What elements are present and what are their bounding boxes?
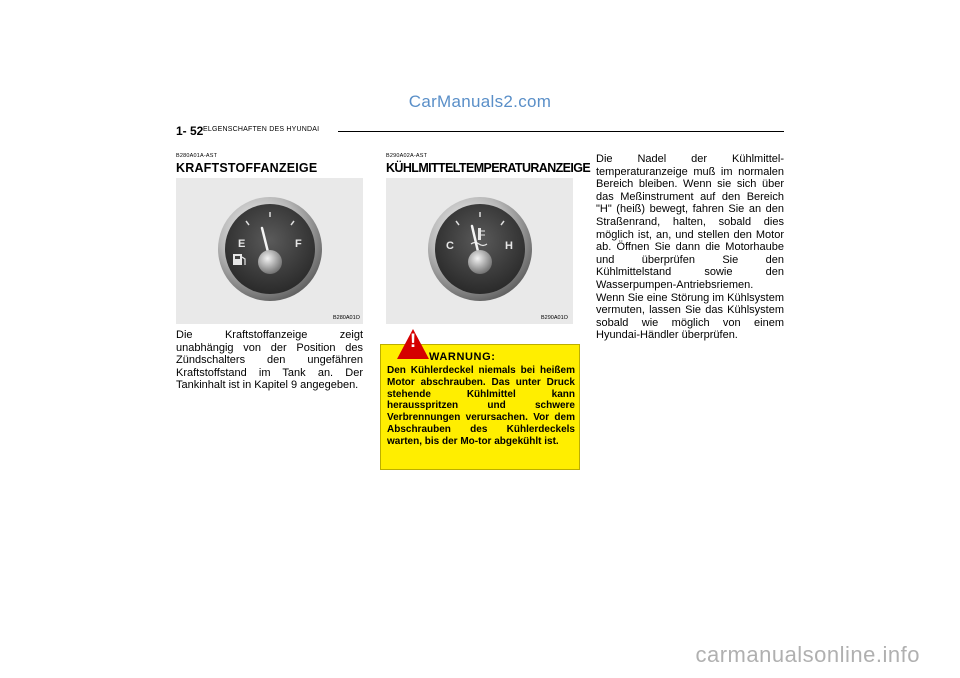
fuel-gauge-illustration — [176, 178, 363, 324]
coolant-section-title: KÜHLMITTELTEMPERATURANZEIGE — [386, 161, 591, 175]
coolant-gauge-figure — [386, 178, 573, 324]
warning-title: WARNUNG: — [429, 351, 496, 363]
chapter-title: ELGENSCHAFTEN DES HYUNDAI — [203, 126, 320, 133]
watermark-bottom: carmanualsonline.info — [695, 642, 920, 667]
fuel-gauge-f-label: F — [295, 238, 302, 250]
watermark-top: CarManuals2.com — [408, 92, 552, 111]
fuel-gauge-figure — [176, 178, 363, 324]
coolant-body-text: Die Nadel der Kühlmittel-temperaturanzeige muß im normalen Bereich bleiben. Wenn sie sich über das Meßinstrument auf den Bereich "H" (heiß) bewegt, fahren Sie an den Straßenrand, halten, sobald dies möglich ist, an, und stellen den Motor ab. Öffnen Sie dann die Motorhaube und überprüfen Sie den Kühlmittelstand sowie den Wasserpumpen-Antriebsriemen. Wenn Sie eine Störung im Kühlsystem vermuten, lassen Sie das Kühlsystem sobald wie möglich von einem Hyundai-Händler überprüfen. — [596, 153, 784, 342]
warning-box — [380, 331, 580, 470]
fuel-body-text: Die Kraftstoffanzeige zeigt unabhängig von der Position des Zündschalters den ungefähren Kraftstoffstand im Tank an. Der Tankinhalt ist in Kapitel 9 angegeben. — [176, 329, 363, 392]
fuel-gauge-e-label: E — [238, 238, 246, 250]
warning-exclamation-icon: ! — [409, 331, 417, 352]
fuel-section-title: KRAFTSTOFFANZEIGE — [176, 161, 318, 175]
coolant-gauge-c-label: C — [446, 240, 454, 252]
fuel-image-code: B280A01O — [333, 315, 360, 321]
fuel-section-code: B280A01A-AST — [176, 153, 218, 159]
coolant-gauge-h-label: H — [505, 240, 513, 252]
coolant-image-code: B290A01O — [541, 315, 568, 321]
page-number: 1- 52 — [176, 124, 204, 138]
header-rule — [338, 131, 784, 132]
coolant-gauge-illustration — [386, 178, 573, 324]
warning-text: Den Kühlerdeckel niemals bei heißem Motor abschrauben. Das unter Druck stehende Kühlmittel kann herausspritzen und schwere Verbrennungen verursachen. Vor dem Abschrauben des Kühlerdeckels warten, bis der Mo-tor abgekühlt ist. — [387, 365, 575, 447]
coolant-section-code: B290A02A-AST — [386, 153, 428, 159]
